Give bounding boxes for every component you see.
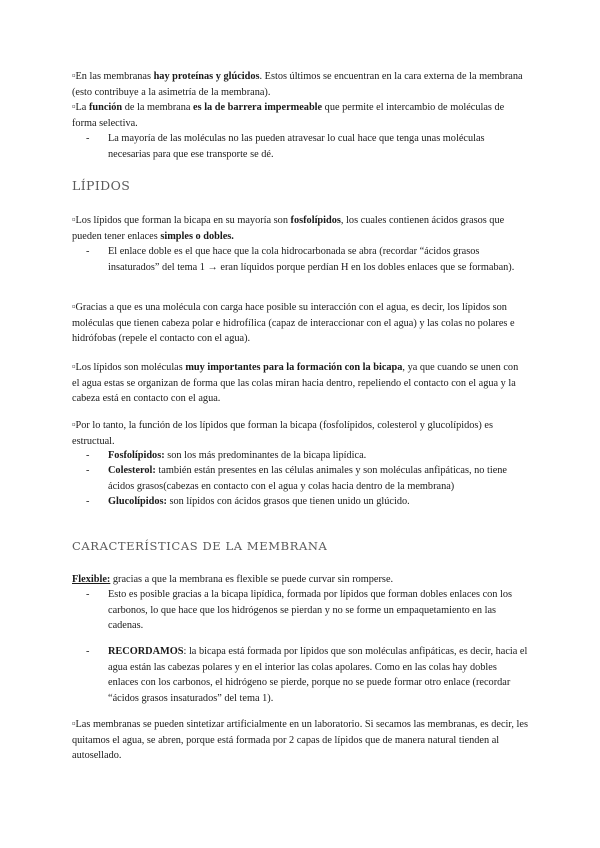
paragraph-lipids-bilayer: ¤Los lípidos que forman la bicapa en su mayoría son fosfolípidos, los cuales contienen ácidos grasos que pueden tener enlaces simples o dobles. — [72, 215, 505, 242]
bullet-marker: ¤ — [72, 303, 76, 311]
bullet-marker: ¤ — [72, 421, 76, 429]
paragraph-charge-interaction: ¤Gracias a que es una molécula con carga hace posible su interacción con el agua, es decir, los lípidos son moléculas que tienen cabeza polar e hidrofílica (capaz de interaccionar con el agua) y las colas no polares e hidrófobas (repele el contacto con el agua). — [72, 302, 515, 345]
section-heading-caracteristicas: CARACTERÍSTICAS DE LA MEMBRANA — [72, 539, 328, 553]
dash-marker: - — [86, 465, 90, 476]
document-page: ¤En las membranas hay proteínas y glúcidos. Estos últimos se encuentran en la cara externa de la membrana (esto contribuye a la asimetría de la membrana). ¤La función de la membrana es la de barrera impermeable que permite el intercambio de moléculas de forma selectiva. - La mayoría de las moléculas no las pueden atravesar lo cual hace que tenga unas moléculas necesarias para que ese transporte se dé. LÍPIDOS ¤Los lípidos que forman la bicapa en su mayoría son fosfolípidos, los cuales contienen ácidos grasos que pueden tener enlaces simples o dobles. - El enlace doble es el que hace que la cola hidrocarbonada se abra (recordar “ácidos grasos insaturados” del tema 1 → eran líquidos porque perdían H en los dobles enlaces que se formaban). ¤Gracias a que es una molécula con carga hace posible su interacción con el agua, es decir, los lípidos son moléculas que tienen cabeza polar e hidrofílica (capaz de interaccionar con el agua) y las colas no polares e hidrófobas (repele el contacto con el agua). ¤Los lípidos son moléculas muy importantes para la formación con la bicapa, ya que cuando se unen con el agua estas se organizan de forma que las colas miran hacia dentro, repeliendo el contacto con el agua y la cabeza está en contacto con el agua. ¤Por lo tanto, la función de los lípidos que forman la bicapa (fosfolípidos, colesterol y glucolípidos) es estructual. - Fosfolípidos: son los más predominantes de la bicapa lipídica. - Colesterol: también están presentes en las células animales y son moléculas anfipáticas, no tiene ácidos grasos(cabezas en contacto con el agua y colas hacia dentro de la membrana) - Glucolípidos: son lípidos con ácidos grasos que tienen unido un glúcido. CARACTERÍSTICAS DE LA MEMBRANA Flexible: gracias a que la membrana es flexible se puede curvar sin romperse. - Esto es posible gracias a la bicapa lipídica, formada por lípidos que forman dobles enlaces con los carbonos, lo que hace que los hidrógenos se pierdan y no se forme un empaquetamiento en las cadenas. - RECORDAMOS: la bicapa está formada por lípidos que son moléculas anfipáticas, es decir, hacia el agua están las cabezas polares y en el interior las colas apolares. Como en las colas hay dobles enlaces con los carbonos, el hidrógeno se pierde, porque no se puede formar otro enlace (recordar “ácidos grasos insaturados” del tema 1). ¤Las membranas se pueden sintetizar artificialmente en un laboratorio. Si secamos las membranas, es decir, les quitamos el agua, se abren, porque está formada por 2 capas de lípidos que de manera natural tienden al autosellado. — [0, 0, 600, 848]
section-heading-lipidos: LÍPIDOS — [72, 178, 131, 193]
dash-marker: - — [86, 496, 90, 507]
paragraph-synthetic-membranes: ¤Las membranas se pueden sintetizar artificialmente en un laboratorio. Si secamos las membranas, es decir, les quitamos el agua, se abren, porque está formada por 2 capas de lípidos que de manera natural tienden al autosellado. — [72, 719, 528, 762]
dash-marker: - — [86, 646, 90, 657]
dash-marker: - — [86, 589, 90, 600]
bullet-marker: ¤ — [72, 72, 76, 80]
bullet-marker: ¤ — [72, 363, 76, 371]
bullet-marker: ¤ — [72, 216, 76, 224]
bullet-marker: ¤ — [72, 720, 76, 728]
paragraph-flexible: Flexible: gracias a que la membrana es flexible se puede curvar sin romperse. — [72, 574, 394, 585]
paragraph-proteins-glucids: ¤En las membranas hay proteínas y glúcidos. Estos últimos se encuentran en la cara externa de la membrana (esto contribuye a la asimetría de la membrana). — [72, 71, 523, 98]
dash-marker: - — [86, 133, 90, 144]
dash-marker: - — [86, 246, 90, 257]
paragraph-membrane-function: ¤La función de la membrana es la de barrera impermeable que permite el intercambio de moléculas de forma selectiva. — [72, 102, 505, 129]
bullet-marker: ¤ — [72, 103, 76, 111]
paragraph-lipids-function: ¤Por lo tanto, la función de los lípidos que forman la bicapa (fosfolípidos, colesterol y glucolípidos) es estructual. — [72, 420, 494, 447]
dash-marker: - — [86, 450, 90, 461]
paragraph-lipids-importance: ¤Los lípidos son moléculas muy importantes para la formación con la bicapa, ya que cuando se unen con el agua estas se organizan de forma que las colas miran hacia dentro, repeliendo el contacto con el agua y la cabeza está en contacto con el agua. — [72, 362, 519, 405]
